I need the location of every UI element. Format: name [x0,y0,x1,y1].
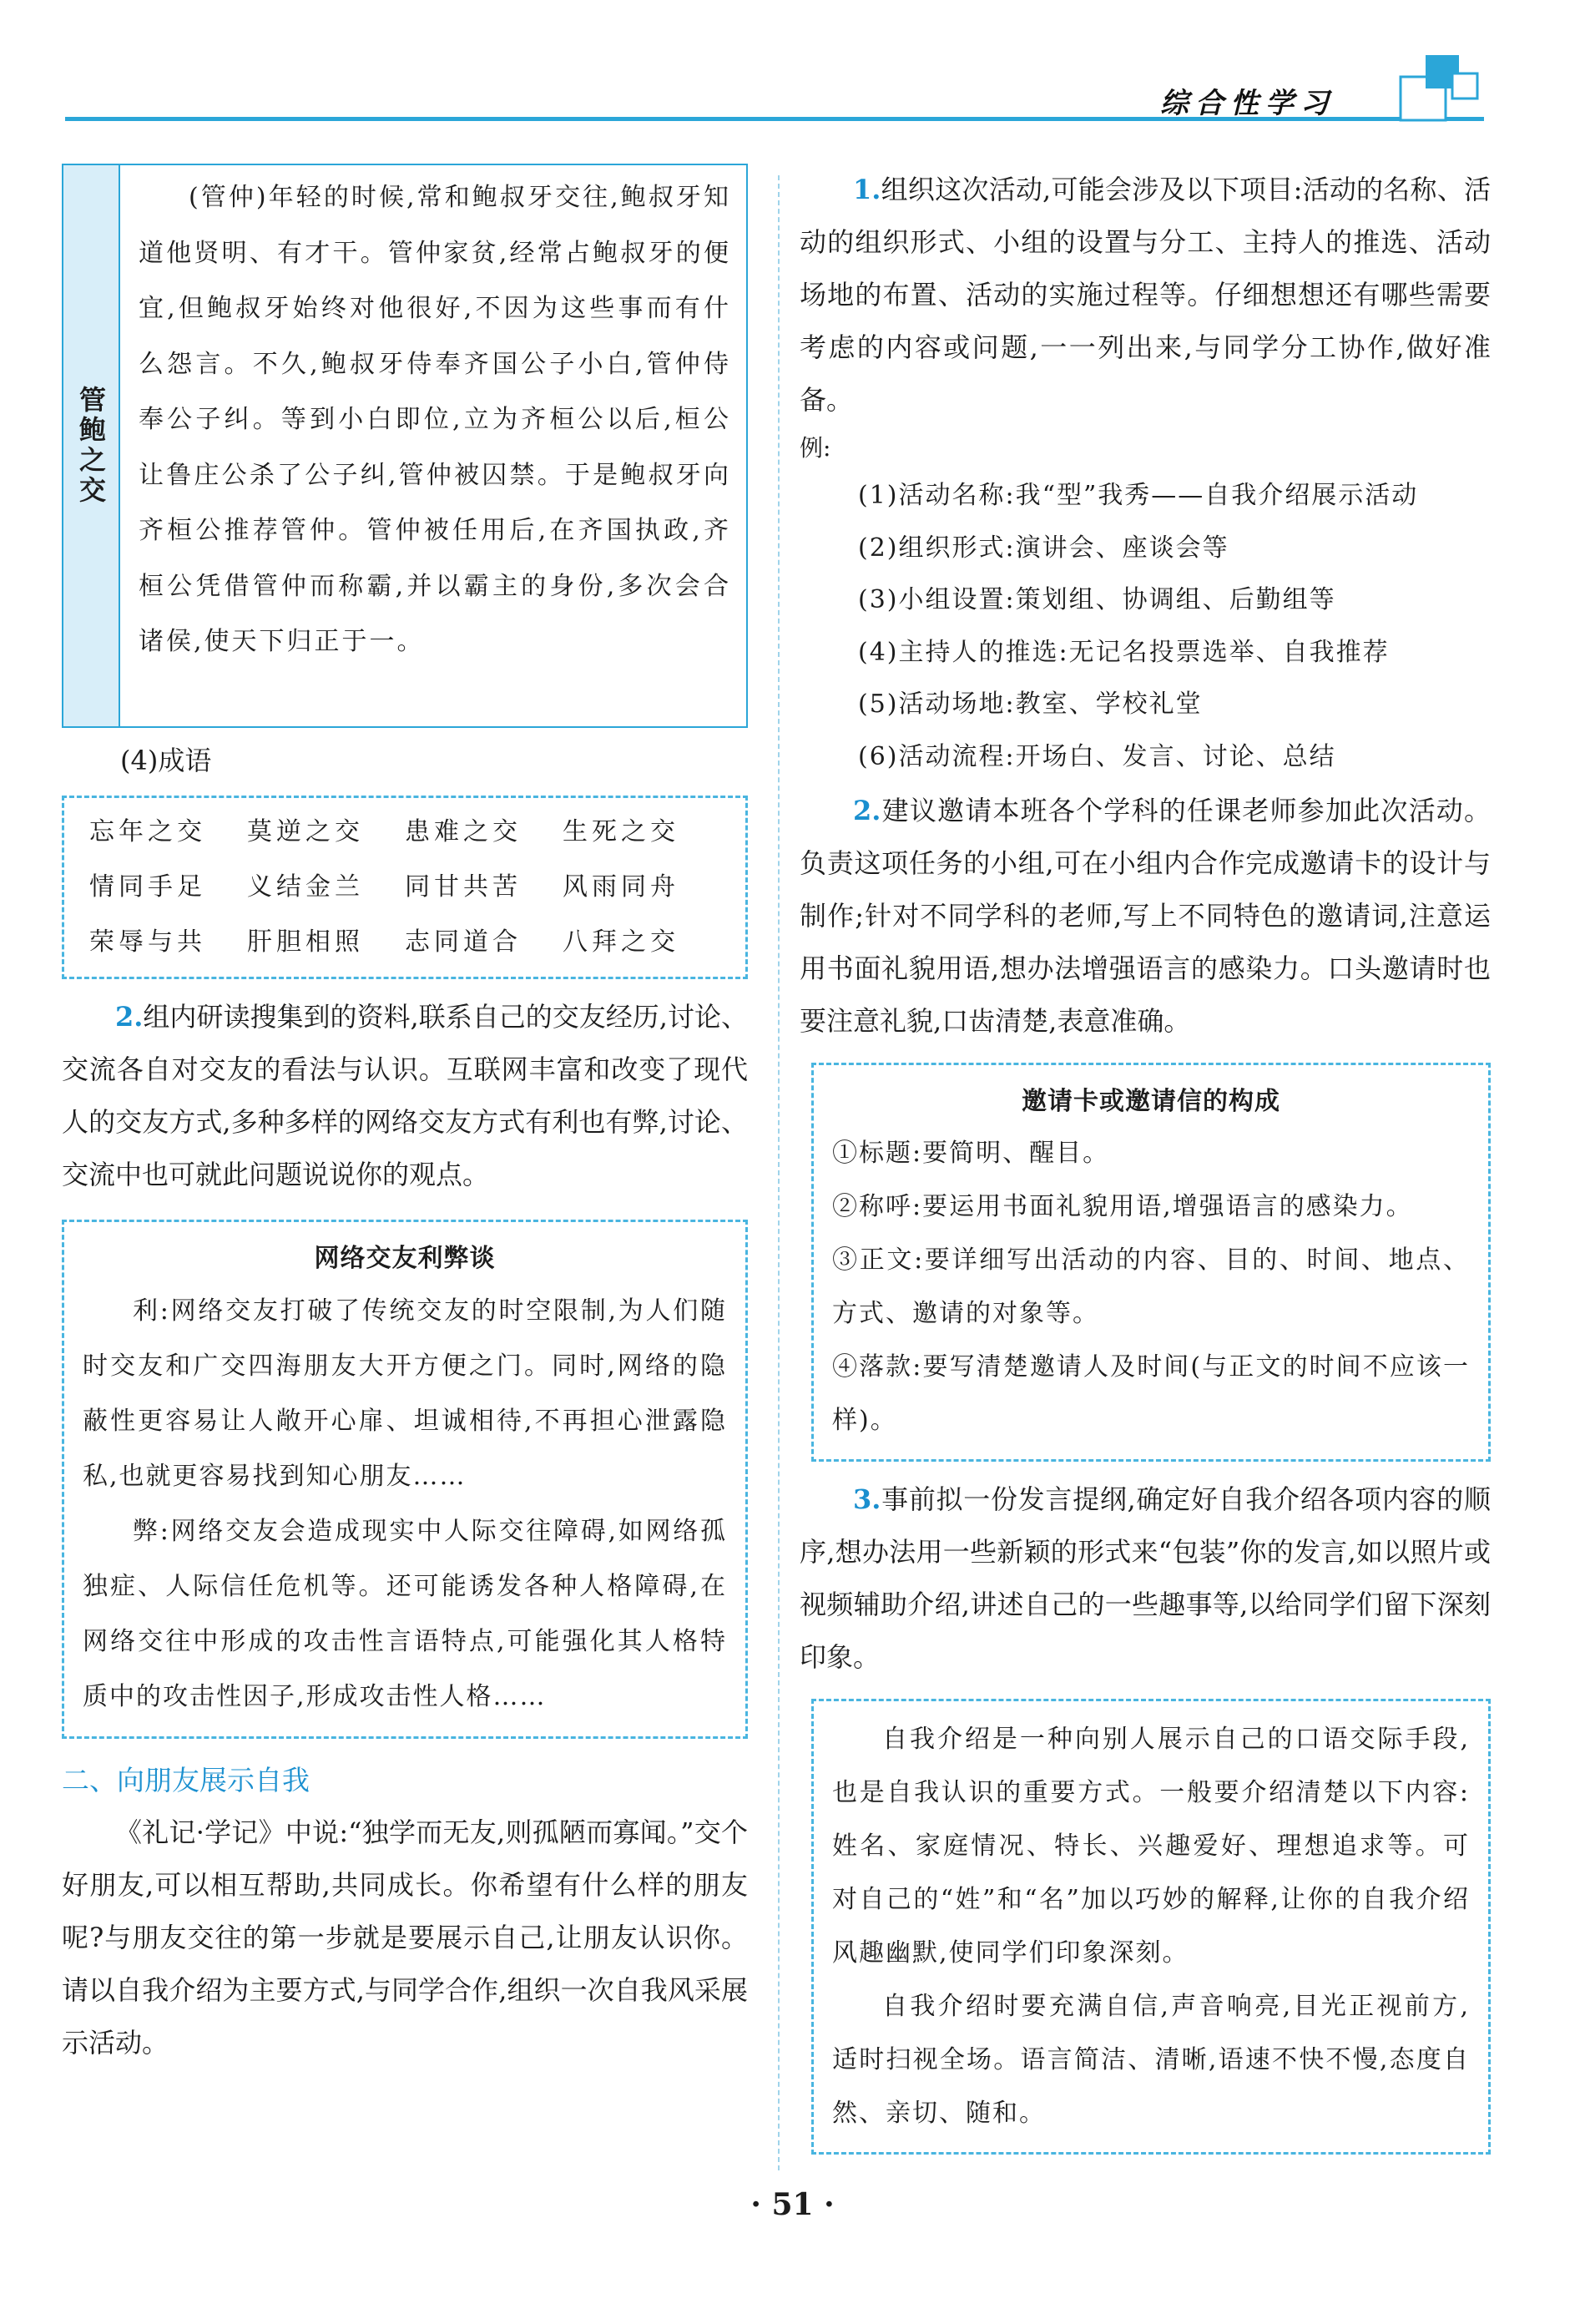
item-number: 1. [853,174,881,205]
header-ornament [1392,52,1484,124]
con-paragraph: 弊:网络交友会造成现实中人际交往障碍,如网络孤独症、人际信任危机等。还可能诱发各种人格障碍,在网络交往中形成的攻击性言语特点,可能强化其人格特质中的攻击性因子,形成攻击性人格…… [83,1517,727,1711]
box-title: 邀请卡或邀请信的构成 [1022,1087,1280,1116]
idiom-item: 莫逆之交 [247,817,364,846]
example-list [800,470,1491,783]
idiom-item: 情同手足 [89,872,206,902]
item-text: 组织这次活动,可能会涉及以下项目:活动的名称、活动的组织形式、小组的设置与分工、主持人的推选、活动场地的布置、活动的实施过程等。仔细想想还有哪些需要考虑的内容或问题,一一列出来,与同学分工协作,做好准备。 [800,174,1491,416]
sidebar-text: (管仲)年轻的时候,常和鲍叔牙交往,鲍叔牙知道他贤明、有才干。管仲家贫,经常占鲍叔牙的便宜,但鲍叔牙始终对他很好,不因为这些事而有什么怨言。不久,鲍叔牙侍奉齐国公子小白,管仲侍奉公子纠。等到小白即位,立为齐桓公以后,桓公让鲁庄公杀了公子纠,管仲被囚禁。于是鲍叔牙向齐桓公推荐管仲。管仲被任用后,在齐国执政,齐桓公凭借管仲而称霸,并以霸主的身份,多次会合诸侯,使天下归正于一。 [139,183,731,656]
example-item: (5)活动场地:教室、学校礼堂 [858,690,1203,719]
net-friendship-box [62,1220,748,1739]
column-divider [778,175,780,2170]
idiom-item: 肝胆相照 [247,927,364,957]
idiom-item: 同甘共苦 [405,872,522,902]
section-text: 《礼记·学记》中说:“独学而无友,则孤陋而寡闻。”交个好朋友,可以相互帮助,共同成长。你希望有什么样的朋友呢?与朋友交往的第一步就是要展示自己,让朋友认识你。请以自我介绍为主要方式,与同学合作,组织一次自我风采展示活动。 [62,1816,748,2059]
invitation-item: ①标题:要简明、醒目。 [832,1139,1110,1168]
left-column [62,164,748,2069]
box-title: 网络交友利弊谈 [314,1244,496,1273]
item-text: 建议邀请本班各个学科的任课老师参加此次活动。负责这项任务的小组,可在小组内合作完成邀请卡的设计与制作;针对不同学科的老师,写上不同特色的邀请词,注意运用书面礼貌用语,想办法增强语言的感染力。口头邀请时也要注意礼貌,口齿清楚,表意准确。 [800,795,1491,1037]
invitation-items [832,1127,1470,1447]
section-title: 综合性学习 [1160,87,1335,120]
invitation-box [811,1063,1491,1462]
example-item: (2)组织形式:演讲会、座谈会等 [858,533,1229,563]
example-label: 例: [800,434,831,462]
intro-paragraph-1: 自我介绍是一种向别人展示自己的口语交际手段,也是自我认识的重要方式。一般要介绍清楚以下内容:姓名、家庭情况、特长、兴趣爱好、理想追求等。可对自己的“姓”和“名”加以巧妙的解释,让你的自我介绍风趣幽默,使同学们印象深刻。 [832,1725,1470,1968]
idiom-item: 八拜之交 [563,927,679,957]
idiom-item: 义结金兰 [247,872,364,902]
idiom-grid [83,805,727,970]
right-item-2 [800,785,1491,1048]
guanbao-sidebar [62,164,748,728]
left-item-2 [62,991,748,1201]
idiom-box [62,796,748,979]
example-item: (1)活动名称:我“型”我秀——自我介绍展示活动 [858,481,1419,510]
invitation-item: ②称呼:要运用书面礼貌用语,增强语言的感染力。 [832,1192,1413,1221]
idiom-heading: (4)成语 [120,745,212,776]
right-item-1 [800,164,1491,427]
right-item-3 [800,1473,1491,1684]
item-text: 事前拟一份发言提纲,确定好自我介绍各项内容的顺序,想办法用一些新颖的形式来“包装”你的发言,如以照片或视频辅助介绍,讲述自己的一些趣事等,以给同学们留下深刻印象。 [800,1483,1491,1673]
invitation-item: ③正文:要详细写出活动的内容、目的、时间、地点、方式、邀请的对象等。 [832,1245,1470,1328]
idiom-item: 志同道合 [405,927,522,957]
self-intro-box [811,1699,1491,2155]
section-heading: 二、向朋友展示自我 [62,1764,310,1796]
pro-paragraph: 利:网络交友打破了传统交友的时空限制,为人们随时交友和广交四海朋友大开方便之门。同时,网络的隐蔽性更容易让人敞开心扉、坦诚相待,不再担心泄露隐私,也就更容易找到知心朋友…… [83,1296,727,1491]
item-number: 2. [115,1001,144,1033]
idiom-item: 患难之交 [405,817,522,846]
right-column [800,164,1491,2155]
example-item: (4)主持人的推选:无记名投票选举、自我推荐 [858,637,1390,667]
example-item: (6)活动流程:开场白、发言、讨论、总结 [858,741,1336,771]
idiom-item: 忘年之交 [89,817,206,846]
item-number: 2. [853,795,881,826]
idiom-item: 荣辱与共 [89,927,206,957]
page-number: · 51 · [750,2187,835,2222]
invitation-item: ④落款:要写清楚邀请人及时间(与正文的时间不应该一样)。 [832,1352,1470,1435]
intro-paragraph-2: 自我介绍时要充满自信,声音响亮,目光正视前方,适时扫视全场。语言简洁、清晰,语速不快不慢,态度自然、亲切、随和。 [832,1992,1470,2128]
idiom-item: 风雨同舟 [563,872,679,902]
item-text: 组内研读搜集到的资料,联系自己的交友经历,讨论、交流各自对交友的看法与认识。互联网丰富和改变了现代人的交友方式,多种多样的网络交友方式有利也有弊,讨论、交流中也可就此问题说说你的观点。 [62,1001,748,1190]
example-item: (3)小组设置:策划组、协调组、后勤组等 [858,585,1336,614]
item-number: 3. [853,1483,881,1515]
sidebar-label: 管鲍之交 [75,386,107,506]
sidebar-tab [63,165,120,726]
idiom-item: 生死之交 [563,817,679,846]
